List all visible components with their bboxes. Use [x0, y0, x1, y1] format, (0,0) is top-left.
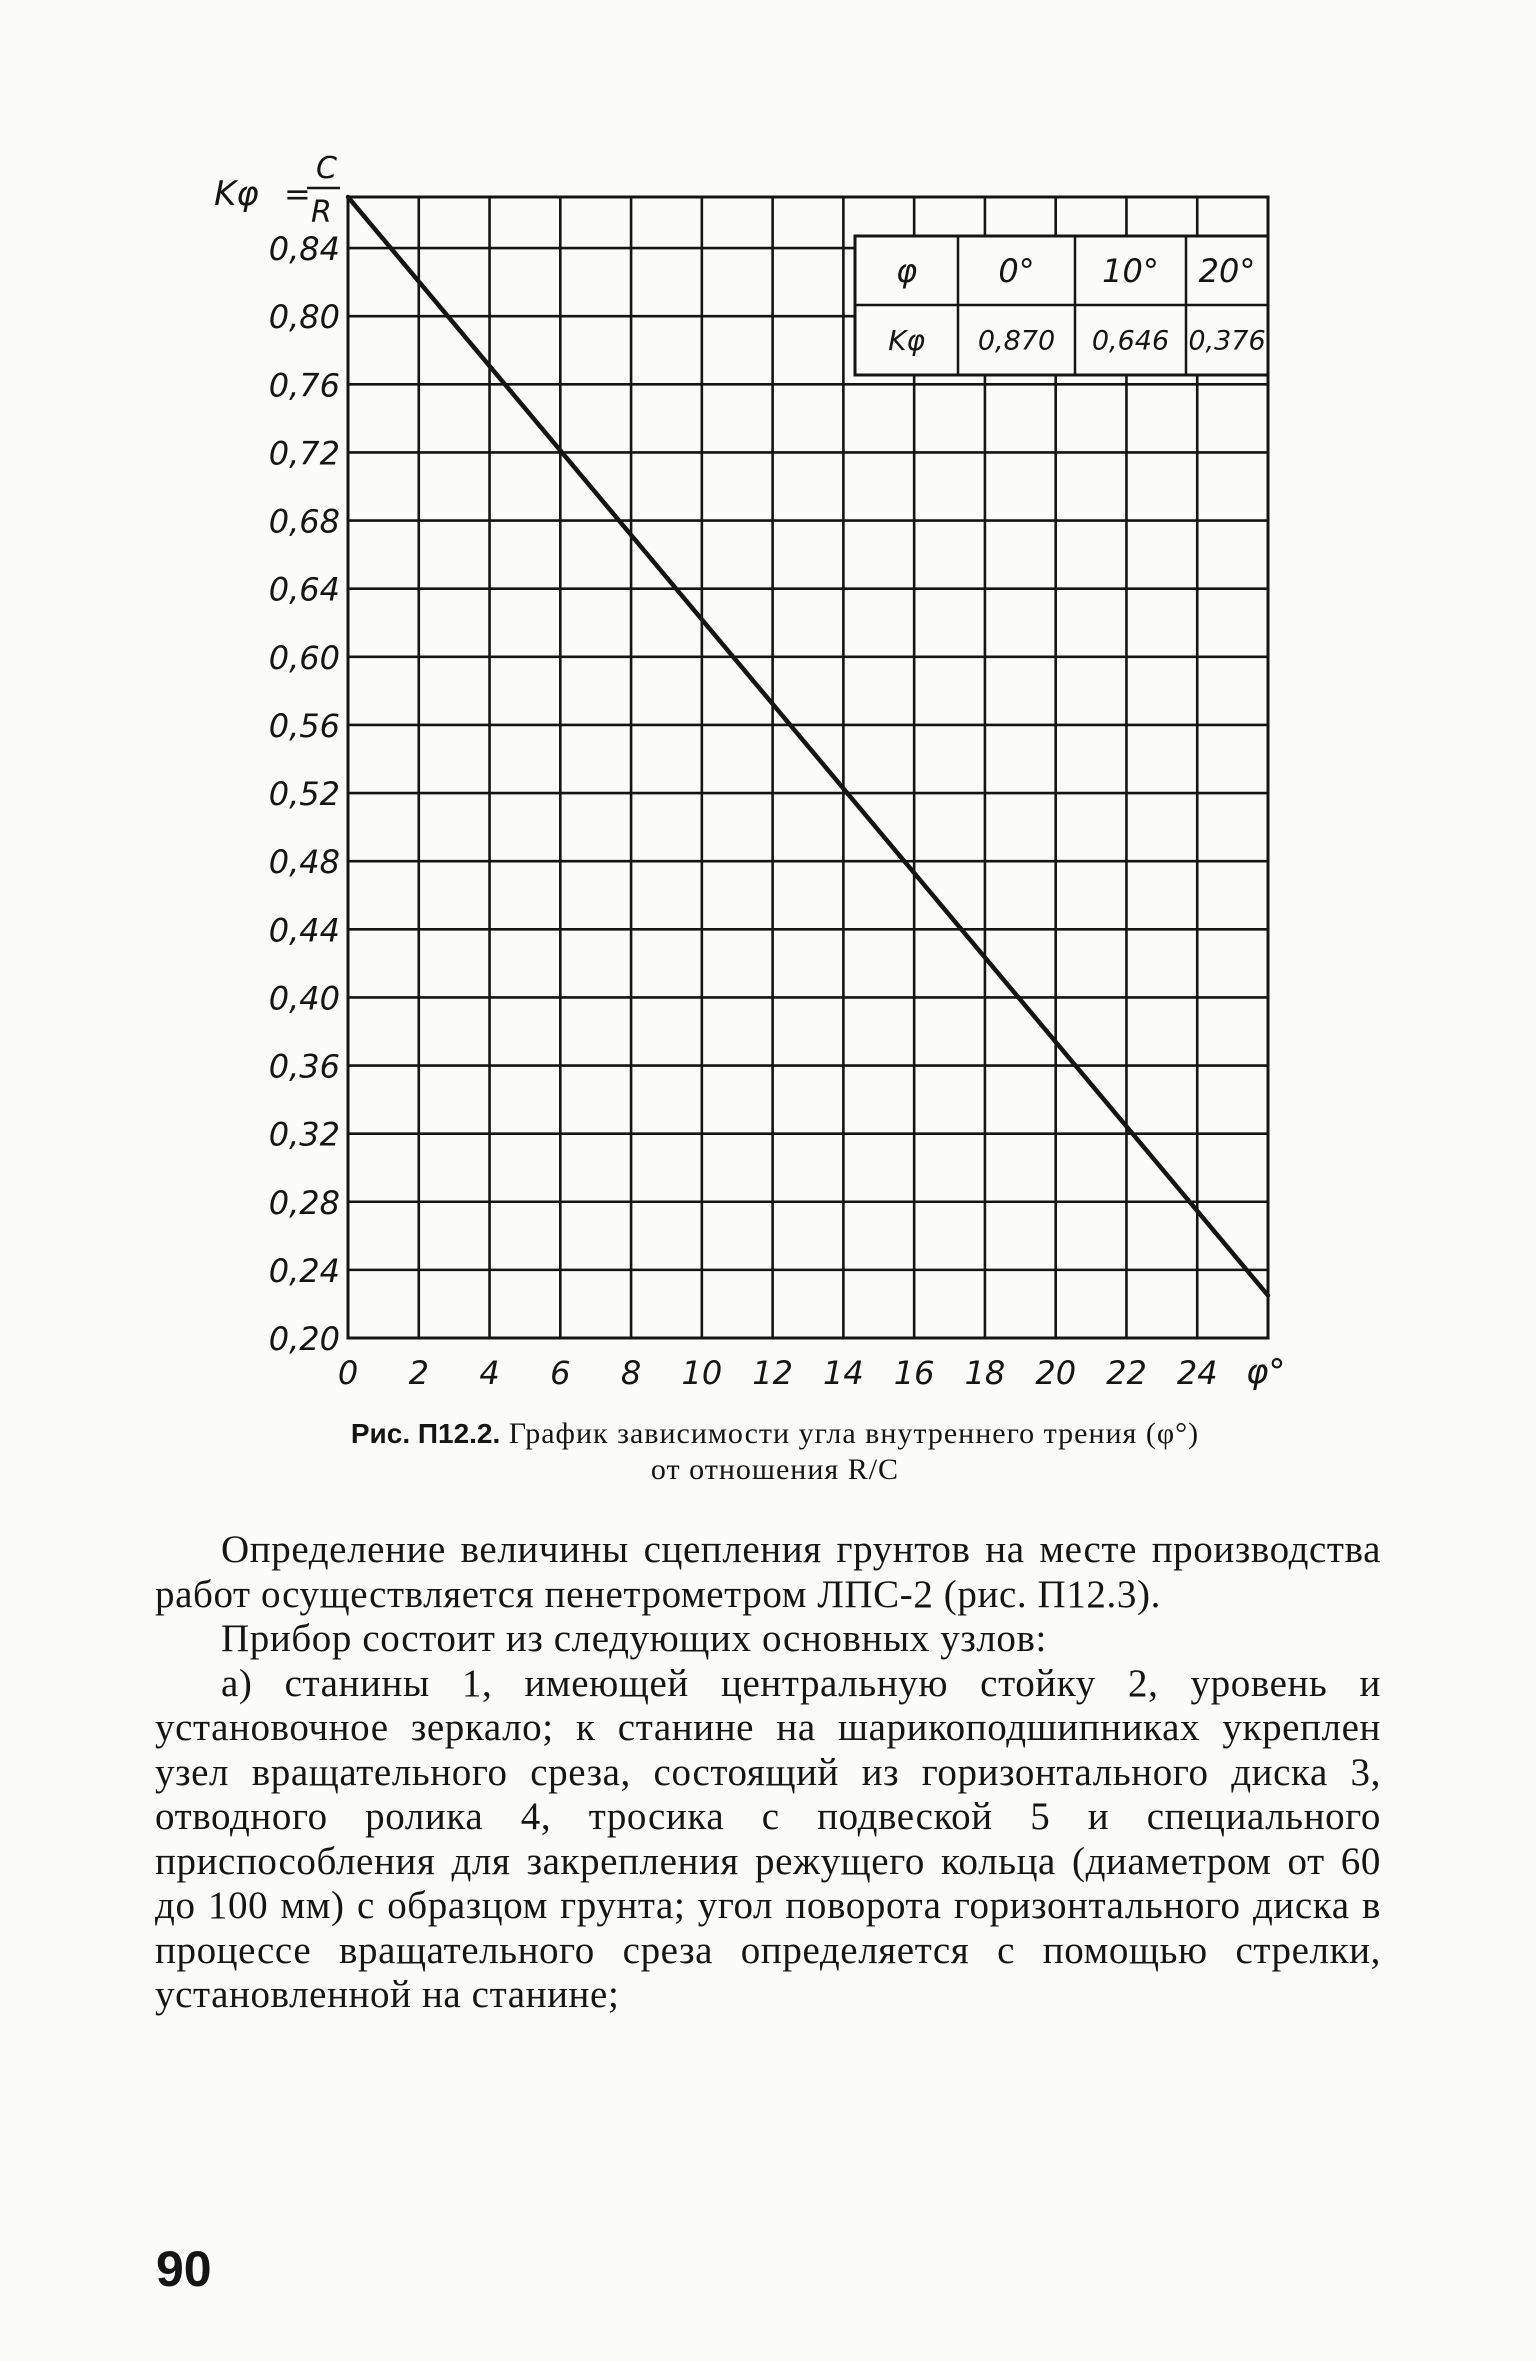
- y-axis-frac-num: C: [316, 151, 337, 186]
- y-tick-label: 0,40: [268, 979, 340, 1018]
- y-tick-label: 0,84: [268, 230, 340, 269]
- page-number: 90: [156, 2241, 212, 2297]
- x-tick-label: 2: [408, 1354, 429, 1392]
- x-tick-label: 24: [1176, 1354, 1218, 1392]
- inset-table-cell: Kφ: [888, 324, 925, 358]
- y-tick-label: 0,52: [268, 775, 340, 814]
- x-tick-label: 6: [550, 1354, 571, 1392]
- y-tick-label: 0,56: [268, 706, 340, 745]
- inset-table-cell: 0,870: [977, 325, 1056, 357]
- inset-table-cell: 0,646: [1091, 325, 1170, 357]
- y-axis-label-eq: =: [284, 175, 311, 213]
- x-tick-label: 18: [964, 1354, 1006, 1392]
- inset-table: [855, 236, 1268, 375]
- caption-line-2: от отношения R/C: [650, 1453, 900, 1486]
- x-tick-label: 8: [620, 1354, 642, 1392]
- x-tick-label: 14: [823, 1354, 864, 1392]
- body-text: [155, 1528, 1381, 2018]
- x-tick-labels: [338, 1354, 1218, 1392]
- inset-table-cell: 10°: [1102, 252, 1159, 291]
- y-tick-label: 0,48: [268, 843, 340, 882]
- x-tick-label: 22: [1106, 1354, 1147, 1392]
- inset-table-cell: 0,376: [1188, 325, 1266, 357]
- y-tick-label: 0,32: [268, 1115, 340, 1154]
- inset-table-cell: 0°: [998, 252, 1035, 291]
- caption-label: Рис. П12.2.: [350, 1418, 501, 1449]
- inset-table-cell: φ: [895, 252, 918, 291]
- paragraph-3: а) станины 1, имеющей центральную стойку 2, уровень и установочное зеркало; к станине на шарикоподшипниках укреплен узел вращательного среза, состоящий из горизонтального диска 3, отводного ролика 4, тросика с подвеской 5 и специального приспособления для закрепления режущего кольца (диаметром от 60 до 100 мм) с образцом грунта; угол поворота горизонтального диска в процессе вращательного среза определяется с помощью стрелки, установленной на станине;: [155, 1661, 1381, 2016]
- inset-table-cell: 20°: [1198, 252, 1256, 291]
- paragraph-1: Определение величины сцепления грунтов на месте производства работ осуществляется пенетрометром ЛПС-2 (рис. П12.3).: [155, 1528, 1381, 1616]
- y-tick-label: 0,68: [268, 502, 340, 541]
- y-tick-label: 0,20: [268, 1320, 340, 1358]
- x-tick-label: 16: [893, 1354, 935, 1392]
- figure-caption: [210, 1416, 1340, 1488]
- x-tick-label: 12: [752, 1354, 793, 1392]
- y-tick-label: 0,60: [268, 638, 340, 677]
- caption-line-1: График зависимости угла внутреннего трения (φ°): [508, 1417, 1200, 1450]
- x-axis-label: φ°: [1246, 1352, 1286, 1392]
- y-tick-label: 0,24: [268, 1251, 340, 1290]
- y-tick-label: 0,72: [268, 434, 340, 473]
- y-tick-label: 0,28: [268, 1183, 340, 1222]
- y-tick-label: 0,36: [268, 1047, 340, 1086]
- y-tick-label: 0,80: [268, 298, 340, 337]
- x-tick-label: 0: [337, 1354, 359, 1392]
- y-tick-label: 0,76: [268, 366, 340, 405]
- x-tick-label: 4: [479, 1354, 500, 1392]
- y-axis-frac-den: R: [311, 195, 332, 230]
- y-tick-labels: [269, 230, 340, 1358]
- y-tick-label: 0,44: [268, 911, 340, 950]
- y-axis-label: Kφ: [214, 174, 259, 214]
- x-tick-label: 10: [681, 1354, 723, 1392]
- y-tick-label: 0,64: [268, 570, 340, 609]
- paragraph-2: Прибор состоит из следующих основных узлов:: [221, 1617, 1047, 1660]
- x-tick-label: 20: [1035, 1354, 1077, 1392]
